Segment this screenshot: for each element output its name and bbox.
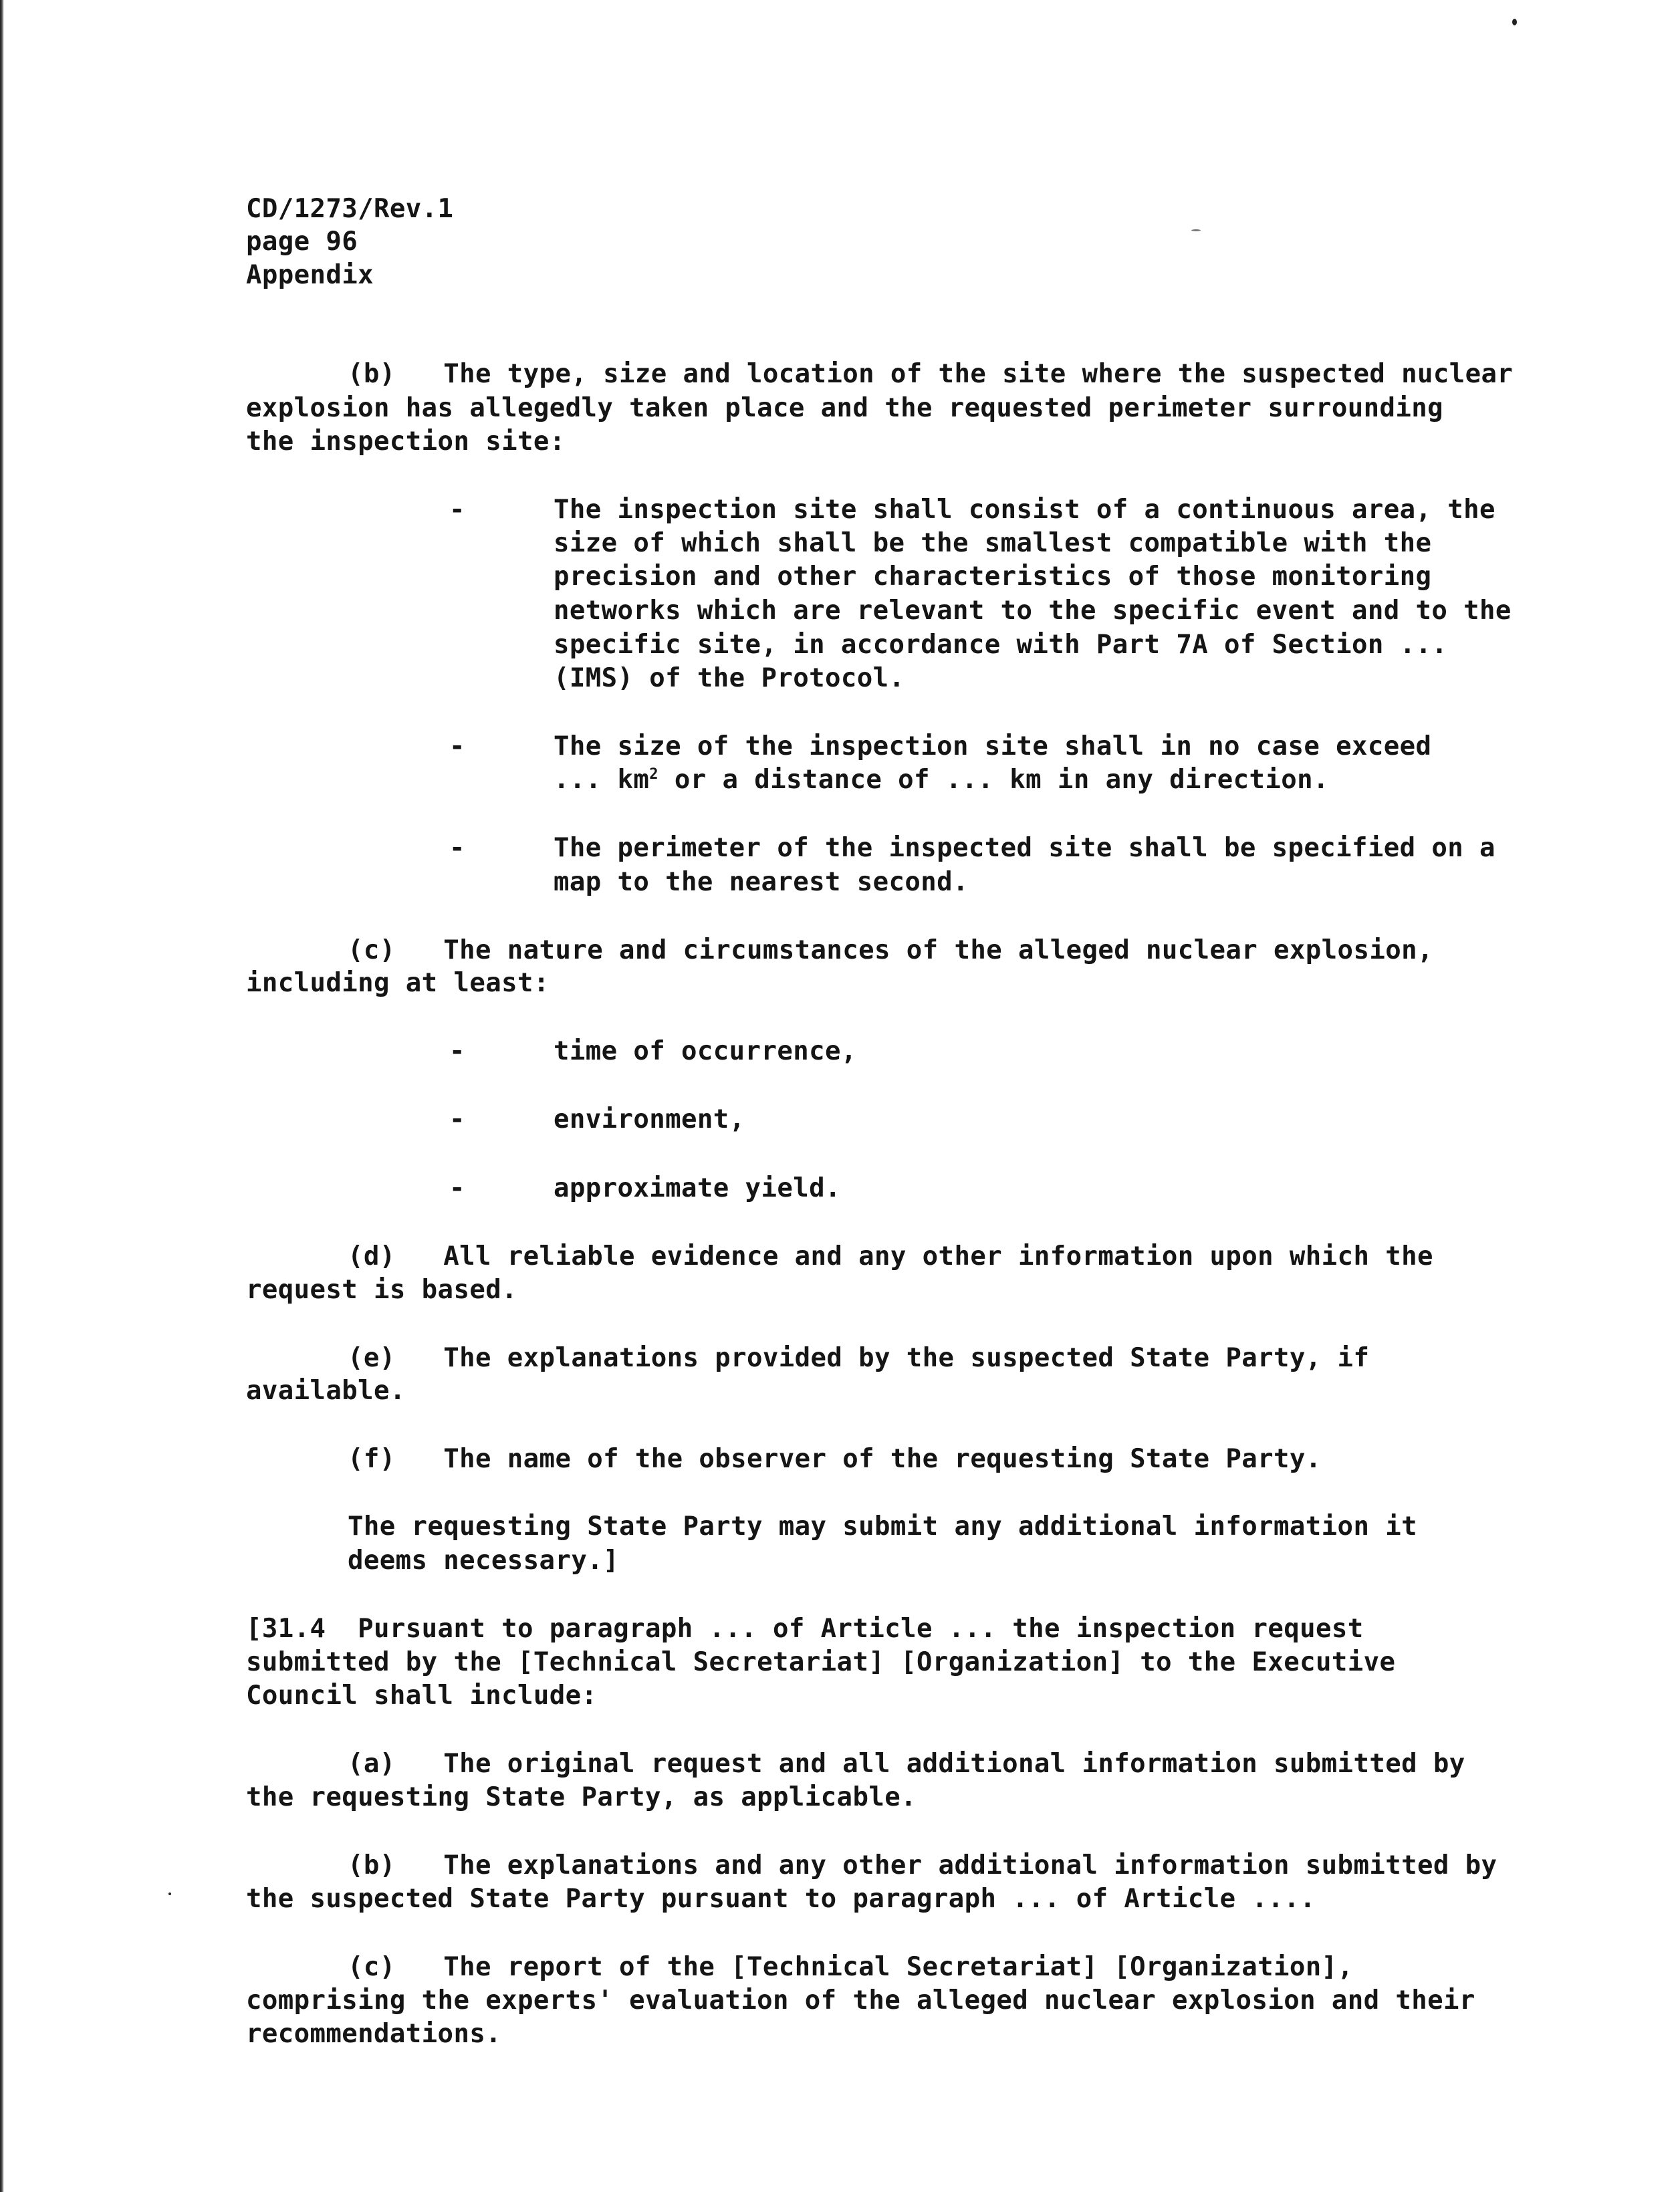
- bullet-line: specific site, in accordance with Part 7A of Section ...: [554, 630, 1448, 660]
- bullet-dash: -: [449, 1036, 465, 1066]
- section-label: Appendix: [246, 260, 374, 290]
- paragraph-line: deems necessary.]: [348, 1546, 619, 1576]
- bullet-dash: -: [449, 1104, 465, 1134]
- bullet-line: environment,: [554, 1104, 745, 1134]
- paragraph-line: the suspected State Party pursuant to paragraph ... of Article ....: [246, 1884, 1316, 1914]
- superscript: 2: [649, 766, 658, 783]
- bullet-line: size of which shall be the smallest compatible with the: [554, 528, 1432, 558]
- paragraph-line: recommendations.: [246, 2019, 502, 2049]
- scan-speck: [1512, 19, 1517, 25]
- bullet-line-with-superscript: [554, 763, 1329, 797]
- scan-speck: [1191, 229, 1201, 231]
- bullet-line: The inspection site shall consist of a continuous area, the: [554, 495, 1495, 525]
- bullet-line: (IMS) of the Protocol.: [554, 663, 905, 693]
- paragraph-line: (c) The nature and circumstances of the alleged nuclear explosion,: [348, 935, 1433, 965]
- page-number: page 96: [246, 227, 358, 257]
- paragraph-line: the requesting State Party, as applicable.: [246, 1782, 917, 1812]
- bullet-dash: -: [449, 731, 465, 761]
- paragraph-line: request is based.: [246, 1275, 517, 1305]
- bullet-line: time of occurrence,: [554, 1036, 857, 1066]
- bullet-dash: -: [449, 833, 465, 863]
- paragraph-line: comprising the experts' evaluation of the alleged nuclear explosion and their: [246, 1985, 1475, 2016]
- paragraph-line: (c) The report of the [Technical Secretariat] [Organization],: [348, 1952, 1354, 1982]
- paragraph-line: the inspection site:: [246, 427, 566, 457]
- bullet-text: or a distance of ... km in any direction.: [658, 765, 1329, 795]
- paragraph-line: (e) The explanations provided by the suspected State Party, if: [348, 1343, 1370, 1373]
- paragraph-line: submitted by the [Technical Secretariat] [Organization] to the Executive: [246, 1647, 1396, 1677]
- paragraph-line: (b) The explanations and any other additional information submitted by: [348, 1850, 1497, 1880]
- bullet-dash: -: [449, 495, 465, 525]
- paragraph-line: (d) All reliable evidence and any other information upon which the: [348, 1241, 1433, 1271]
- scan-edge: [0, 0, 4, 2192]
- paragraph-line: (a) The original request and all additional information submitted by: [348, 1749, 1465, 1779]
- bullet-line: The perimeter of the inspected site shall be specified on a: [554, 833, 1495, 863]
- doc-symbol: CD/1273/Rev.1: [246, 194, 454, 224]
- paragraph-line: including at least:: [246, 968, 550, 998]
- scan-speck: [168, 1893, 171, 1895]
- bullet-line: map to the nearest second.: [554, 867, 969, 897]
- paragraph-line: (f) The name of the observer of the requesting State Party.: [348, 1444, 1322, 1474]
- bullet-line: approximate yield.: [554, 1173, 841, 1203]
- paragraph-line: [31.4 Pursuant to paragraph ... of Article ... the inspection request: [246, 1614, 1364, 1644]
- bullet-dash: -: [449, 1173, 465, 1203]
- paragraph-line: explosion has allegedly taken place and the requested perimeter surrounding: [246, 393, 1443, 423]
- paragraph-line: available.: [246, 1376, 406, 1406]
- bullet-line: precision and other characteristics of those monitoring: [554, 562, 1432, 592]
- paragraph-line: The requesting State Party may submit any additional information it: [348, 1511, 1417, 1542]
- bullet-text: ... km: [554, 765, 650, 795]
- bullet-line: The size of the inspection site shall in no case exceed: [554, 731, 1432, 761]
- bullet-line: networks which are relevant to the specific event and to the: [554, 596, 1512, 626]
- paragraph-line: Council shall include:: [246, 1681, 598, 1711]
- paragraph-line: (b) The type, size and location of the site where the suspected nuclear: [348, 359, 1514, 389]
